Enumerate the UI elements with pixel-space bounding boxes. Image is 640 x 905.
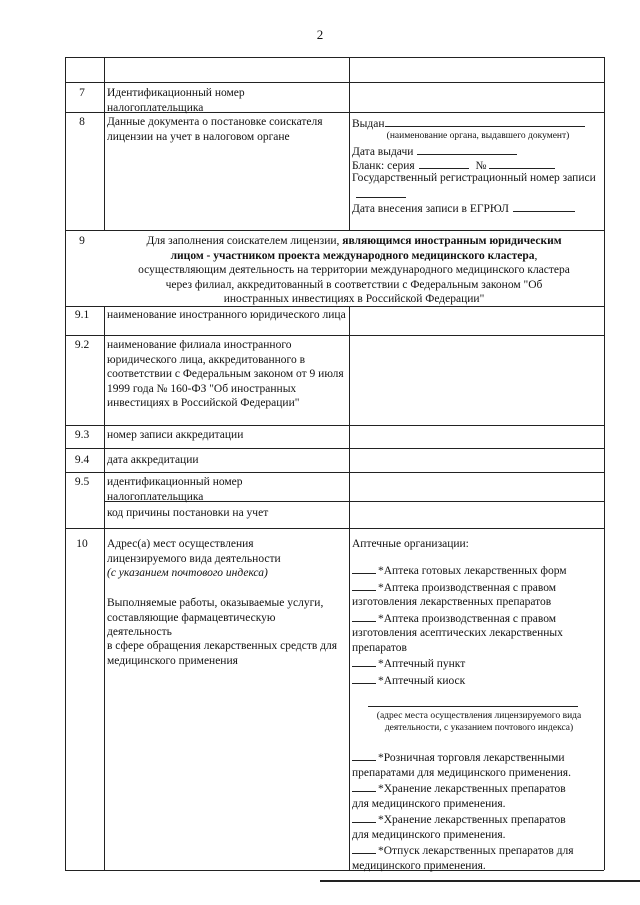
service-item[interactable]	[352, 811, 604, 828]
service-item-cont: препаратами для медицинского применения.	[352, 766, 571, 779]
row-9-3-label: номер записи аккредитации	[107, 429, 244, 441]
pharmacy-item-label: *Аптечный киоск	[378, 674, 466, 687]
service-item[interactable]	[352, 780, 604, 797]
issued-note: (наименование органа, выдавшего документ)	[386, 131, 570, 141]
row-9-line2-tail: ,	[534, 249, 538, 262]
blank-series-label: Бланк: серия	[352, 160, 415, 172]
row-9-4-number: 9.4	[74, 454, 90, 466]
pharmacy-item[interactable]	[352, 579, 604, 596]
egrul-date-label: Дата внесения записи в ЕГРЮЛ	[352, 203, 509, 215]
row-9-5-label: идентификационный номер налогоплательщика	[107, 476, 243, 503]
page-number: 2	[316, 27, 324, 42]
address-line2: лицензируемого вида деятельности	[107, 552, 281, 565]
services-list	[352, 749, 604, 873]
bottom-divider	[320, 880, 640, 882]
service-item-label: *Отпуск лекарственных препаратов для	[378, 845, 574, 857]
address-line1: Адрес(а) мест осуществления	[107, 538, 254, 550]
row-7-label: Идентификационный номер налогоплательщика	[107, 87, 245, 114]
address-label	[107, 537, 349, 581]
row-9-line2-bold: лицом - участником проекта международного медицинского кластера	[170, 249, 535, 262]
pharmacy-item[interactable]	[352, 610, 604, 627]
blank-number-label: №	[475, 160, 487, 172]
pharmacy-item-cont: изготовления лекарственных препаратов	[352, 596, 552, 608]
date-issued-label: Дата выдачи	[352, 146, 414, 158]
pharmacy-item[interactable]	[352, 672, 604, 689]
row-8-label: Данные документа о постановке соискателя лицензии на учет в налоговом органе	[107, 116, 323, 143]
row-9-line1-bold: являющимся иностранным юридическим	[342, 235, 562, 247]
pharmacy-item[interactable]	[352, 655, 604, 672]
row-10-number: 10	[76, 538, 88, 550]
row-9-heading	[104, 234, 604, 307]
pharmacy-item[interactable]	[352, 562, 604, 579]
pharmacy-list	[352, 562, 604, 688]
service-item[interactable]	[352, 749, 604, 766]
pharmacy-item-cont: препаратов	[352, 641, 407, 654]
works-label: Выполняемые работы, оказываемые услуги, составляющие фармацевтическую деятельность	[107, 597, 324, 638]
row-9-1-label: наименование иностранного юридического лица	[107, 309, 346, 321]
service-item[interactable]	[352, 842, 604, 859]
issued-label: Выдан	[352, 118, 385, 130]
pharmacy-item-label: *Аптека производственная с правом	[378, 612, 557, 625]
sphere-label: в сфере обращения лекарственных средств для медицинского применения	[107, 640, 338, 667]
pharmacy-item-label: *Аптека готовых лекарственных форм	[378, 565, 567, 577]
row-9-line1: Для заполнения соискателем лицензии,	[146, 235, 343, 247]
row-9-1-number: 9.1	[74, 309, 90, 321]
service-item-cont: для медицинского применения.	[352, 828, 506, 841]
address-note: (адрес места осуществления лицензируемого вида деятельности, с указанием почтового индекса)	[376, 711, 582, 733]
row-9-5-number: 9.5	[74, 476, 90, 488]
row-9-line3: осуществляющим деятельность на территории международного медицинского кластера	[138, 264, 570, 276]
service-item-cont: медицинского применения.	[352, 859, 486, 872]
row-9-line5: иностранных инвестициях в Российской Федерации"	[223, 293, 485, 305]
service-item-cont: для медицинского применения.	[352, 797, 506, 810]
row-9-3-number: 9.3	[74, 429, 90, 441]
row-9-line4: через филиал, аккредитованный в соответствии с Федеральным законом "Об	[165, 278, 543, 291]
row-9-5-label2: код причины постановки на учет	[107, 507, 269, 519]
pharmacy-item-label: *Аптечный пункт	[378, 658, 466, 670]
address-line3: (с указанием почтового индекса)	[107, 567, 268, 579]
egrul-date-field[interactable]	[352, 200, 604, 217]
row-8-number: 8	[79, 116, 85, 128]
pharmacy-orgs-title: Аптечные организации:	[352, 538, 469, 550]
reg-number-field[interactable]	[352, 171, 597, 202]
pharmacy-item-cont: изготовления асептических лекарственных	[352, 627, 563, 639]
address-input-line[interactable]	[368, 706, 578, 707]
service-item-label: *Хранение лекарственных препаратов	[378, 783, 566, 795]
row-9-2-label: наименование филиала иностранного юридического лица, аккредитованного в соответствии с Федеральным законом от 9 июля 1999 года № 160-ФЗ "Об иностранных инвестициях в Российской Федерации"	[107, 339, 344, 409]
pharmacy-item-label: *Аптека производственная с правом	[378, 581, 557, 594]
row-9-2-number: 9.2	[74, 339, 90, 351]
row-9-4-label: дата аккредитации	[107, 454, 199, 466]
row-7-number: 7	[79, 87, 85, 99]
row-9-number: 9	[79, 235, 85, 247]
service-item-label: *Розничная торговля лекарственными	[378, 752, 565, 764]
service-item-label: *Хранение лекарственных препаратов	[378, 814, 566, 826]
reg-number-label: Государственный регистрационный номер записи	[352, 172, 596, 184]
